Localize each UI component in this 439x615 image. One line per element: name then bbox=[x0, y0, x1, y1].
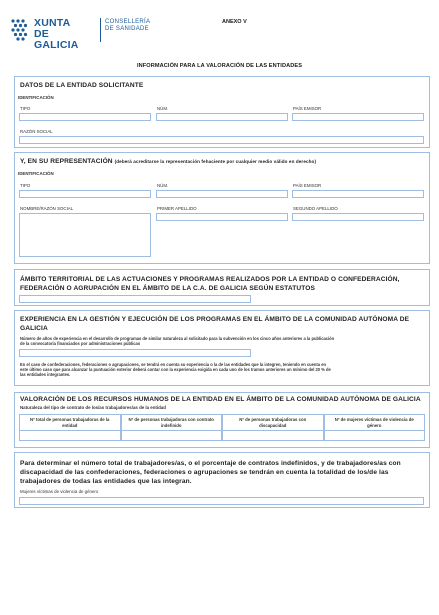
pais-field[interactable] bbox=[292, 190, 424, 198]
nombre-field[interactable] bbox=[19, 213, 151, 257]
mujeres-victimas-field[interactable] bbox=[19, 497, 424, 505]
hr-value-field[interactable] bbox=[19, 431, 121, 441]
representative-section bbox=[14, 152, 430, 264]
primer-apellido-field[interactable] bbox=[156, 213, 288, 221]
experience-years-field[interactable] bbox=[19, 349, 251, 357]
logo-separator bbox=[100, 18, 101, 42]
razon-label: RAZÓN SOCIAL bbox=[20, 129, 53, 134]
hr-value-field[interactable] bbox=[222, 431, 324, 441]
pais-label: PAÍS EMISOR bbox=[293, 106, 322, 111]
hr-table bbox=[19, 414, 425, 441]
section-title: ÁMBITO TERRITORIAL DE LAS ACTUACIONES Y PROGRAMAS REALIZADOS POR LA ENTIDAD O CONFEDERACIÓN, FEDERACIÓN O AGRUPACIÓN EN EL ÁMBITO DE LA C.A. DE GALICIA SEGÚN ESTATUTOS bbox=[20, 276, 400, 292]
tipo-field[interactable] bbox=[19, 113, 151, 121]
section-title: Y, EN SU REPRESENTACIÓN (deberá acreditarse la representación fehaciente por cualquier medio válido en derecho) bbox=[20, 158, 317, 165]
tipo-label: TIPO bbox=[20, 183, 31, 188]
hr-column-header: Nº total de personas trabajadoras de la entidad bbox=[19, 414, 121, 431]
tipo-label: TIPO bbox=[20, 106, 31, 111]
hr-column-header: Nº de personas trabajadoras con discapacidad bbox=[222, 414, 324, 431]
hr-value-field[interactable] bbox=[121, 431, 223, 441]
razon-field[interactable] bbox=[19, 136, 424, 144]
section-title: EXPERIENCIA EN LA GESTIÓN Y EJECUCIÓN DE LOS PROGRAMAS EN EL ÁMBITO DE LA COMUNIDAD AUTÓNOMA DE GALICIA bbox=[20, 316, 410, 332]
nombre-label: NOMBRE/RAZÓN SOCIAL bbox=[20, 206, 74, 211]
determination-section bbox=[14, 452, 430, 508]
num-label: NÚM. bbox=[157, 106, 169, 111]
human-resources-section bbox=[14, 392, 430, 448]
department-name: CONSELLERÍA DE SANIDADE bbox=[105, 19, 151, 33]
identification-label: IDENTIFICACIÓN bbox=[18, 171, 54, 176]
xunta-logo-icon bbox=[10, 18, 30, 42]
applicant-section bbox=[14, 76, 430, 148]
hr-column-header: Nº de mujeres víctimas de violencia de género bbox=[324, 414, 426, 431]
section-title: VALORACIÓN DE LOS RECURSOS HUMANOS DE LA ENTIDAD EN EL ÁMBITO DE LA COMUNIDAD AUTÓNOMA DE GALICIA bbox=[20, 396, 421, 403]
primer-apellido-label: PRIMER APELLIDO bbox=[157, 206, 197, 211]
segundo-apellido-field[interactable] bbox=[292, 213, 424, 221]
logo-text: XUNTA DE GALICIA bbox=[34, 17, 79, 51]
document-title: INFORMACIÓN PARA LA VALORACIÓN DE LAS ENTIDADES bbox=[136, 63, 303, 69]
hr-value-field[interactable] bbox=[324, 431, 426, 441]
territorial-field[interactable] bbox=[19, 295, 251, 303]
experience-field-label: Número de años de experiencia en el desarrollo de programas de similar naturaleza al solicitado para la subvención en los cinco años anteriores a la publicación de la convocatoria financiados por administraciones públicas bbox=[20, 336, 335, 347]
tipo-field[interactable] bbox=[19, 190, 151, 198]
annex-label: ANEXO V bbox=[222, 19, 247, 25]
num-label: NÚM. bbox=[157, 183, 169, 188]
mujeres-victimas-label: Mujeres víctimas de violencia de género bbox=[20, 489, 99, 494]
hr-column-header: Nº de personas trabajadoras con contrato indefinido bbox=[121, 414, 223, 431]
subtitle: Naturaleza del tipo de contrato de los/as trabajadores/as de la entidad bbox=[20, 405, 166, 410]
pais-label: PAÍS EMISOR bbox=[293, 183, 322, 188]
pais-field[interactable] bbox=[292, 113, 424, 121]
segundo-apellido-label: SEGUNDO APELLIDO bbox=[293, 206, 338, 211]
num-field[interactable] bbox=[156, 190, 288, 198]
territorial-section bbox=[14, 269, 430, 306]
section-text: Para determinar el número total de trabajadores/as, o el porcentaje de contratos indefinidos, y de trabajadores/as con discapacidad de las confederaciones, federaciones o agrupaciones se tendrán en cuenta la totalidad de los/de las trabajadores de todas las entidades que las integran. bbox=[20, 460, 401, 485]
identification-label: IDENTIFICACIÓN bbox=[18, 95, 54, 100]
experience-note: En el caso de confederaciones, federaciones o agrupaciones, se tendrá en cuenta su experiencia o la de las entidades que la integren, teniendo en cuenta en este último caso que para alcanzar la puntuación exterior deberá contar con la experiencia exigida en cada uno de los tramos anteriores un mínimo del 20 % de las entidades integrantes. bbox=[20, 362, 331, 378]
experience-section bbox=[14, 310, 430, 386]
num-field[interactable] bbox=[156, 113, 288, 121]
section-title: DATOS DE LA ENTIDAD SOLICITANTE bbox=[20, 82, 144, 89]
